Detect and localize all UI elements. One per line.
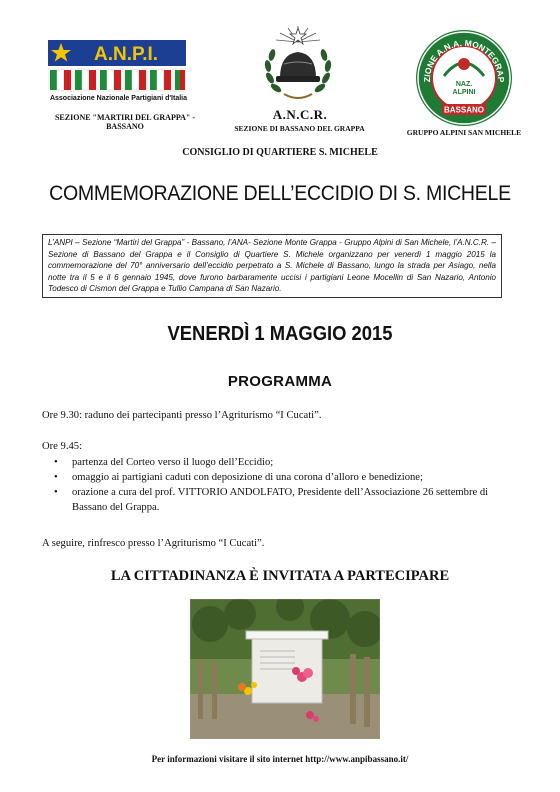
event-date: VENERDÌ 1 MAGGIO 2015 [167,323,393,345]
programma-line-rinfresco: A seguire, rinfresco presso l’Agriturismo “I Cucati”. [42,538,265,549]
anpi-section-line2: BASSANO [106,122,144,132]
svg-text:NAZ.: NAZ. [455,81,473,88]
footer-info: Per informazioni visitare il sito internet http://www.anpibassano.it/ [151,754,409,764]
memorial-photo [190,599,380,739]
ancr-title: A.N.C.R. [272,107,328,122]
ancr-section: SEZIONE DI BASSANO DEL GRAPPA [234,124,365,133]
invitation-heading: LA CITTADINANZA È INVITATA A PARTECIPARE [110,568,450,584]
alpini-logo [414,28,514,128]
anpi-section-line1: SEZIONE "MARTIRI DEL GRAPPA" - [54,113,196,122]
svg-text:SEZIONE A.N.A. MONTEGRAPPA: ZIONE A.N.A. MONTEGRAP [421,37,507,83]
ancr-emblem [254,20,342,108]
programma-heading: PROGRAMMA [227,373,333,390]
anpi-logo [48,40,186,96]
alpini-caption: GRUPPO ALPINI SAN MICHELE [406,128,522,137]
svg-text:ALPINI: ALPINI [452,89,476,96]
list-item: • omaggio ai partigiani caduti con deposizione di una corona d’alloro e benedizione; [54,472,423,483]
programma-line-930: Ore 9.30: raduno dei partecipanti presso l’Agriturismo “I Cucati”. [42,410,322,421]
consiglio-heading: CONSIGLIO DI QUARTIERE S. MICHELE [182,147,378,158]
anpi-caption: Associazione Nazionale Partigiani d'Italia [49,95,188,102]
bullet-icon: • [54,457,58,468]
anpi-section [30,113,220,131]
programma-bullet-list [54,455,526,515]
svg-text:BASSANO: BASSANO [443,105,485,115]
list-item: • orazione a cura del prof. VITTORIO ANDOLFATO, Presidente dell’Associazione 26 settembre di Bassano del Grappa. [54,487,489,513]
bullet-icon: • [54,472,58,483]
svg-text:A.N.P.I.: A.N.P.I. [93,44,159,65]
bullet-icon: • [54,487,58,498]
page-title: COMMEMORAZIONE DELL’ECCIDIO DI S. MICHELE [49,182,511,205]
intro-paragraph: L’ANPI – Sezione “Martiri del Grappa” - Bassano, l’ANA- Sezione Monte Grappa - Gruppo Alpini di San Michele, l’A.N.C.R. – Sezione di Bassano del Grappa e il Consiglio di Quartiere S. Michele organizzano per venerdì 1 maggio 2015 la commemorazione del 70° anniversario dell’eccidio perpetrato a S. Michele di Bassano, lungo la strada per Asiago, nella notte tra il 5 e il 6 gennaio 1945, dove furono barbaramente uccisi i partigiani Leone Mocellin di San Nazario, Antonio Todesco di Cismon del Grappa e Tullio Campana di San Nazario. [42,234,502,298]
programma-line-945: Ore 9.45: [42,441,83,452]
list-item: • partenza del Corteo verso il luogo dell’Eccidio; [54,457,274,468]
